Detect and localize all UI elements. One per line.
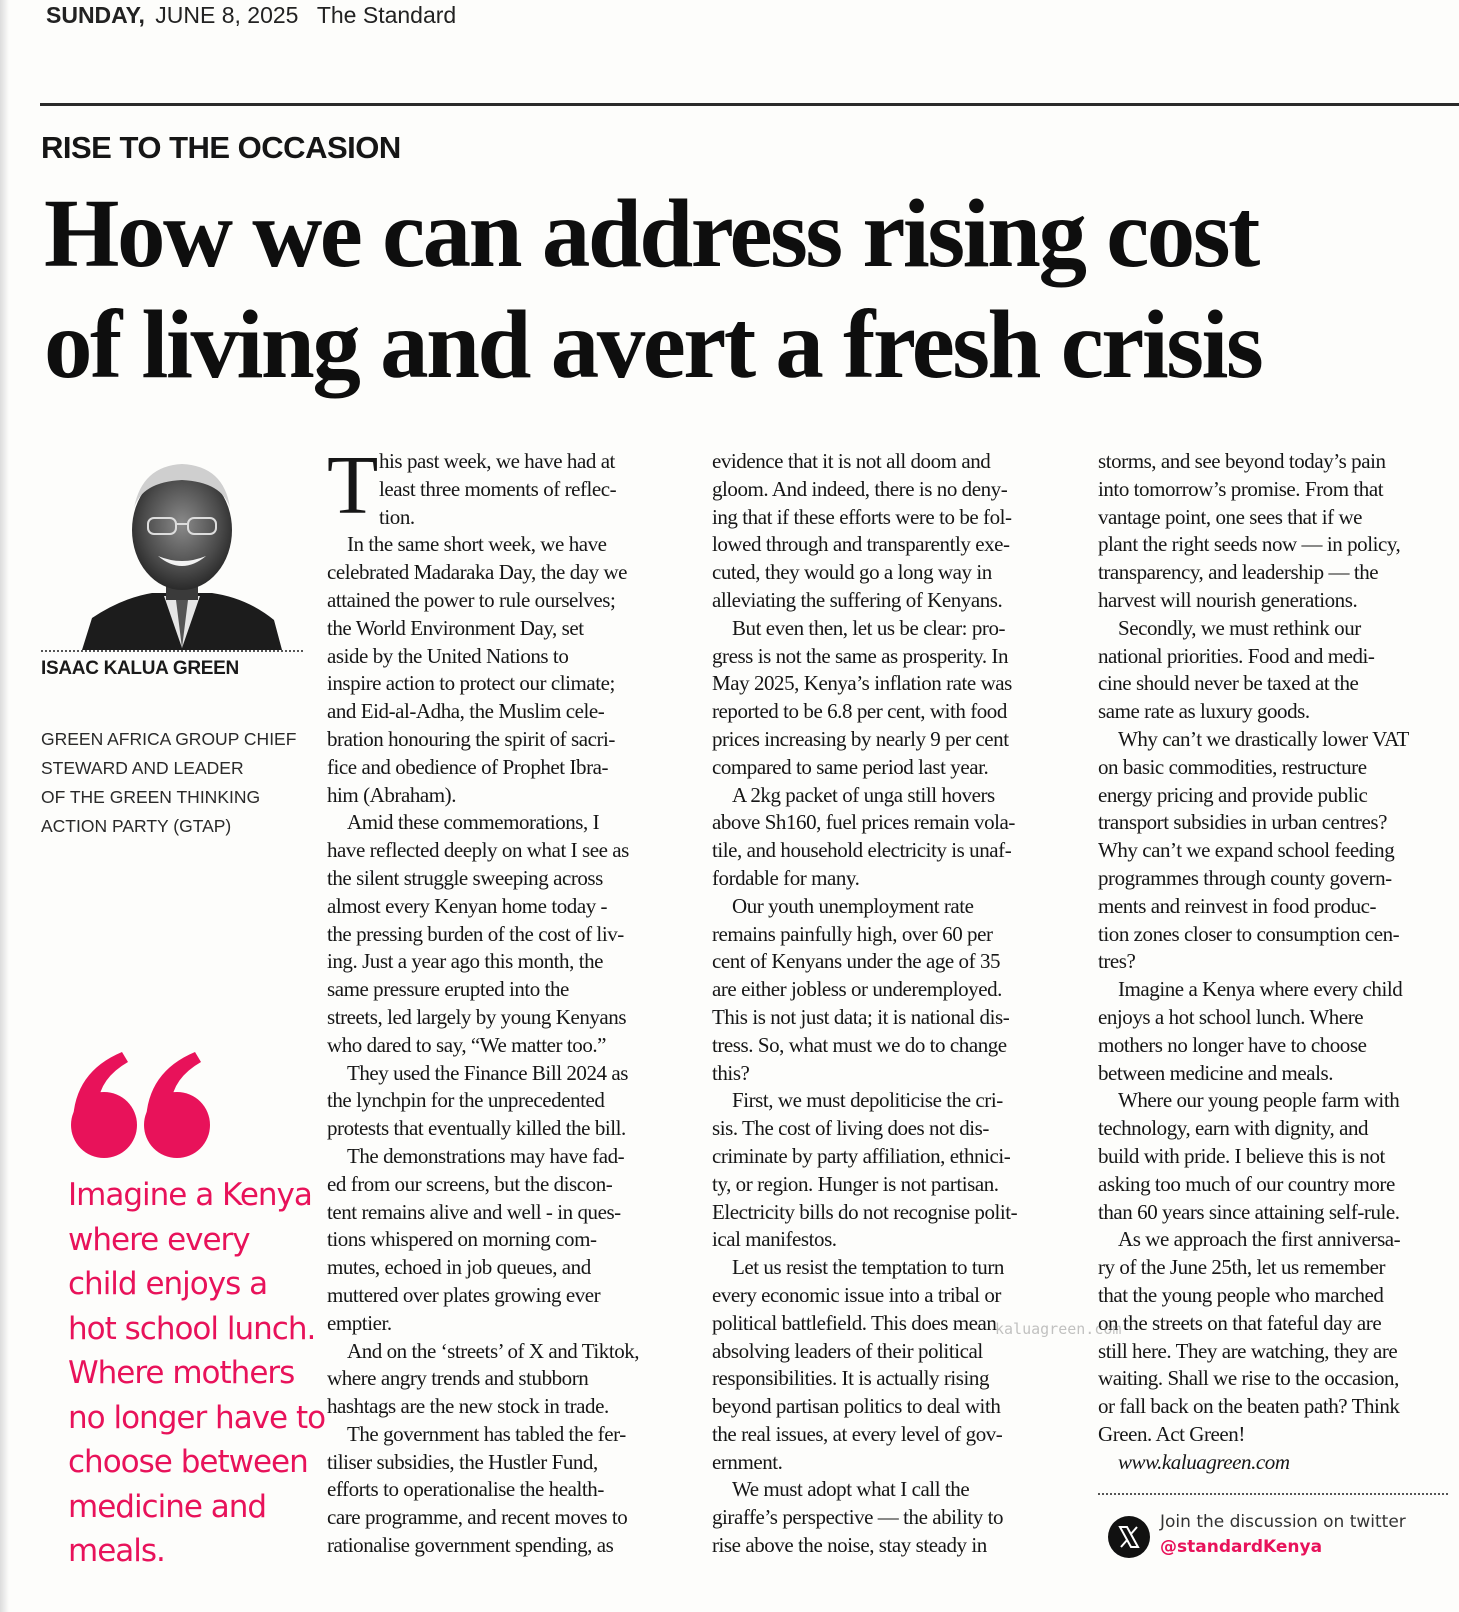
- text-line: ed from our screens, but the discon-: [327, 1171, 613, 1196]
- text-line: ry of the June 25th, let us remember: [1098, 1255, 1386, 1280]
- text-line: ernment.: [712, 1449, 783, 1474]
- author-divider: [41, 650, 303, 652]
- author-name: ISAAC KALUA GREEN: [41, 658, 239, 679]
- text-line: rationalise government spending, as: [327, 1533, 614, 1558]
- twitter-handle-link[interactable]: @standardKenya: [1160, 1537, 1323, 1557]
- text-line: criminate by party affiliation, ethnici-: [712, 1143, 1011, 1168]
- text-line: who dared to say, “We matter too.”: [327, 1032, 607, 1057]
- text-line: the World Environment Day, set: [327, 615, 584, 640]
- quotation-mark-icon: [64, 1050, 224, 1160]
- text-line: attained the power to rule ourselves;: [327, 587, 616, 612]
- watermark: kaluagreen.com: [995, 1320, 1122, 1338]
- text-line: have reflected deeply on what I see as: [327, 838, 629, 863]
- text-line: In the same short week, we have: [347, 532, 607, 557]
- headline-line: How we can address rising cost: [44, 180, 1258, 287]
- text-line: asking too much of our country more: [1098, 1171, 1395, 1196]
- text-line: Electricity bills do not recognise polit-: [712, 1199, 1018, 1224]
- bio-line: GREEN AFRICA GROUP CHIEF: [41, 729, 297, 749]
- text-line: sis. The cost of living does not dis-: [712, 1116, 989, 1141]
- text-line: where angry trends and stubborn: [327, 1366, 589, 1391]
- text-line: Imagine a Kenya where every child: [1118, 977, 1403, 1002]
- text-line: that the young people who marched: [1098, 1282, 1384, 1307]
- text-line: alleviating the suffering of Kenyans.: [712, 587, 1003, 612]
- text-line: gloom. And indeed, there is no deny-: [712, 476, 1008, 501]
- text-line: compared to same period last year.: [712, 754, 989, 779]
- article-column-3: [1098, 448, 1448, 1476]
- text-line: his past week, we have had at: [379, 449, 615, 473]
- text-line: But even then, let us be clear: pro-: [732, 615, 1006, 640]
- text-line: Green. Act Green!: [1098, 1421, 1245, 1446]
- text-line: Where our young people farm with: [1118, 1088, 1400, 1113]
- drop-cap: T: [327, 439, 379, 532]
- text-line: responsibilities. It is actually rising: [712, 1366, 989, 1391]
- text-line: tres?: [1098, 949, 1136, 974]
- text-line: the lynchpin for the unprecedented: [327, 1088, 605, 1113]
- text-line: ty, or region. Hunger is not partisan.: [712, 1171, 999, 1196]
- text-line: cuted, they would go a long way in: [712, 560, 992, 585]
- bio-line: STEWARD AND LEADER: [41, 758, 244, 778]
- text-line: this?: [712, 1060, 750, 1085]
- text-line: ing that if these efforts were to be fol-: [712, 504, 1012, 529]
- text-line: prices increasing by nearly 9 per cent: [712, 726, 1009, 751]
- text-line: Let us resist the temptation to turn: [732, 1255, 1004, 1280]
- pull-quote-line: Imagine a Kenya: [68, 1177, 312, 1213]
- text-line: ments and reinvest in food produc-: [1098, 893, 1377, 918]
- text-line: political battlefield. This does mean: [712, 1310, 997, 1335]
- text-line: harvest will nourish generations.: [1098, 587, 1358, 612]
- text-line: tile, and household electricity is unaf-: [712, 838, 1012, 863]
- text-line: Why can’t we drastically lower VAT: [1118, 726, 1409, 751]
- text-line: A 2kg packet of unga still hovers: [732, 782, 995, 807]
- text-line: remains painfully high, over 60 per: [712, 921, 993, 946]
- text-line: above Sh160, fuel prices remain vola-: [712, 810, 1015, 835]
- text-line: celebrated Madaraka Day, the day we: [327, 560, 628, 585]
- text-line: Amid these commemorations, I: [347, 810, 600, 835]
- text-line: They used the Finance Bill 2024 as: [347, 1060, 628, 1085]
- text-line: aside by the United Nations to: [327, 643, 569, 668]
- column-2-body: [712, 448, 1062, 1560]
- text-line: Why can’t we expand school feeding: [1098, 838, 1395, 863]
- text-line: the silent struggle sweeping across: [327, 865, 603, 890]
- text-line: inspire action to protect our climate;: [327, 671, 615, 696]
- text-line: evidence that it is not all doom and: [712, 449, 991, 473]
- text-line: muttered over plates growing ever: [327, 1282, 601, 1307]
- text-line: rise above the noise, stay steady in: [712, 1533, 987, 1558]
- text-line: almost every Kenyan home today -: [327, 893, 608, 918]
- author-bio: [41, 725, 301, 841]
- text-line: ing. Just a year ago this month, the: [327, 949, 604, 974]
- text-line: beyond partisan politics to deal with: [712, 1394, 1001, 1419]
- opening-paragraph: [327, 439, 677, 532]
- text-line: cine should never be taxed at the: [1098, 671, 1359, 696]
- text-line: protests that eventually killed the bill.: [327, 1116, 626, 1141]
- text-line: tress. So, what must we do to change: [712, 1032, 1007, 1057]
- text-line: still here. They are watching, they are: [1098, 1338, 1398, 1363]
- text-line: fice and obedience of Prophet Ibra-: [327, 754, 609, 779]
- twitter-promo: [1160, 1510, 1406, 1560]
- author-website: www.kaluagreen.com: [1118, 1449, 1290, 1474]
- twitter-prompt: Join the discussion on twitter: [1160, 1512, 1406, 1532]
- text-line: on basic commodities, restructure: [1098, 754, 1367, 779]
- text-line: efforts to operationalise the health-: [327, 1477, 604, 1502]
- text-line: fordable for many.: [712, 865, 860, 890]
- text-line: Secondly, we must rethink our: [1118, 615, 1361, 640]
- text-line: waiting. Shall we rise to the occasion,: [1098, 1366, 1399, 1391]
- text-line: This is not just data; it is national dis-: [712, 1004, 1010, 1029]
- text-line: least three moments of reflec-: [379, 476, 617, 501]
- column-1-body: [327, 531, 677, 1559]
- text-line: than 60 years since attaining self-rule.: [1098, 1199, 1400, 1224]
- text-line: reported to be 6.8 per cent, with food: [712, 699, 1007, 724]
- headline-line: of living and avert a fresh crisis: [44, 291, 1262, 398]
- text-line: transparency, and leadership — the: [1098, 560, 1379, 585]
- pull-quote-line: meals.: [68, 1533, 165, 1569]
- text-line: lowed through and transparently exe-: [712, 532, 1010, 557]
- text-line: on the streets on that fateful day are: [1098, 1310, 1382, 1335]
- pull-quote-line: choose between: [68, 1444, 308, 1480]
- text-line: transport subsidies in urban centres?: [1098, 810, 1387, 835]
- pull-quote-line: where every: [68, 1221, 250, 1258]
- text-line: and Eid-al-Adha, the Muslim cele-: [327, 699, 605, 724]
- text-line: are either jobless or underemployed.: [712, 977, 1002, 1002]
- text-line: national priorities. Food and medi-: [1098, 643, 1375, 668]
- text-line: Our youth unemployment rate: [732, 893, 974, 918]
- text-line: every economic issue into a tribal or: [712, 1282, 1001, 1307]
- pull-quote-line: child enjoys a: [68, 1266, 268, 1302]
- article-column-1: [327, 439, 677, 1560]
- text-line: hashtags are the new stock in trade.: [327, 1394, 609, 1419]
- text-line: the pressing burden of the cost of liv-: [327, 921, 624, 946]
- text-line: the real issues, at every level of gov-: [712, 1421, 1003, 1446]
- page-folio: [46, 2, 456, 32]
- article-column-2: [712, 448, 1062, 1560]
- text-line: storms, and see beyond today’s pain: [1098, 449, 1386, 473]
- text-line: As we approach the first anniversa-: [1118, 1227, 1401, 1252]
- pull-quote: [68, 1173, 326, 1574]
- section-kicker: RISE TO THE OCCASION: [41, 130, 401, 165]
- text-line: gress is not the same as prosperity. In: [712, 643, 1009, 668]
- text-line: And on the ‘streets’ of X and Tiktok,: [347, 1338, 640, 1363]
- text-line: The demonstrations may have fad-: [347, 1143, 625, 1168]
- text-line: emptier.: [327, 1310, 392, 1335]
- text-line: between medicine and meals.: [1098, 1060, 1334, 1085]
- text-line: May 2025, Kenya’s inflation rate was: [712, 671, 1012, 696]
- folio-date: JUNE 8, 2025: [155, 2, 299, 28]
- text-line: ical manifestos.: [712, 1227, 837, 1252]
- text-line: same rate as luxury goods.: [1098, 699, 1310, 724]
- text-line: plant the right seeds now — in policy,: [1098, 532, 1401, 557]
- text-line: him (Abraham).: [327, 782, 456, 807]
- bio-line: ACTION PARTY (GTAP): [41, 816, 232, 836]
- text-line: vantage point, one sees that if we: [1098, 504, 1363, 529]
- top-rule: [40, 103, 1459, 106]
- text-line: same pressure erupted into the: [327, 977, 569, 1002]
- text-line: or fall back on the beaten path? Think: [1098, 1394, 1400, 1419]
- text-line: We must adopt what I call the: [732, 1477, 970, 1502]
- text-line: energy pricing and provide public: [1098, 782, 1368, 807]
- pull-quote-line: no longer have to: [68, 1399, 326, 1436]
- text-line: care programme, and recent moves to: [327, 1505, 628, 1530]
- text-line: The government has tabled the fer-: [347, 1421, 626, 1446]
- pull-quote-line: Where mothers: [68, 1355, 295, 1391]
- text-line: mothers no longer have to choose: [1098, 1032, 1367, 1057]
- text-line: cent of Kenyans under the age of 35: [712, 949, 1001, 974]
- x-logo-icon[interactable]: [1107, 1515, 1151, 1559]
- twitter-divider: [1098, 1493, 1448, 1495]
- text-line: programmes through county govern-: [1098, 865, 1392, 890]
- text-line: tions whispered on morning com-: [327, 1227, 597, 1252]
- page-gutter-shadow: [0, 0, 9, 1612]
- pull-quote-line: hot school lunch.: [68, 1310, 316, 1347]
- folio-paper-name: The Standard: [316, 2, 457, 28]
- text-line: build with pride. I believe this is not: [1098, 1143, 1385, 1168]
- text-line: giraffe’s perspective — the ability to: [712, 1505, 1003, 1530]
- bio-line: OF THE GREEN THINKING: [41, 787, 261, 807]
- text-line: into tomorrow’s promise. From that: [1098, 476, 1384, 501]
- author-photo: [82, 448, 282, 650]
- pull-quote-line: medicine and: [68, 1488, 267, 1525]
- text-line: tiliser subsidies, the Hustler Fund,: [327, 1449, 598, 1474]
- text-line: technology, earn with dignity, and: [1098, 1116, 1369, 1141]
- text-line: First, we must depoliticise the cri-: [732, 1088, 1003, 1113]
- text-line: absolving leaders of their political: [712, 1338, 983, 1363]
- text-line: enjoys a hot school lunch. Where: [1098, 1004, 1364, 1029]
- text-line: tent remains alive and well - in ques-: [327, 1199, 621, 1224]
- text-line: streets, led largely by young Kenyans: [327, 1004, 627, 1029]
- text-line: tion zones closer to consumption cen-: [1098, 921, 1400, 946]
- column-3-body: [1098, 448, 1448, 1449]
- folio-day: SUNDAY,: [46, 2, 145, 28]
- text-line: mutes, echoed in job queues, and: [327, 1255, 591, 1280]
- text-line: bration honouring the spirit of sacri-: [327, 726, 615, 751]
- text-line: tion.: [379, 504, 415, 529]
- article-headline: [44, 178, 1444, 400]
